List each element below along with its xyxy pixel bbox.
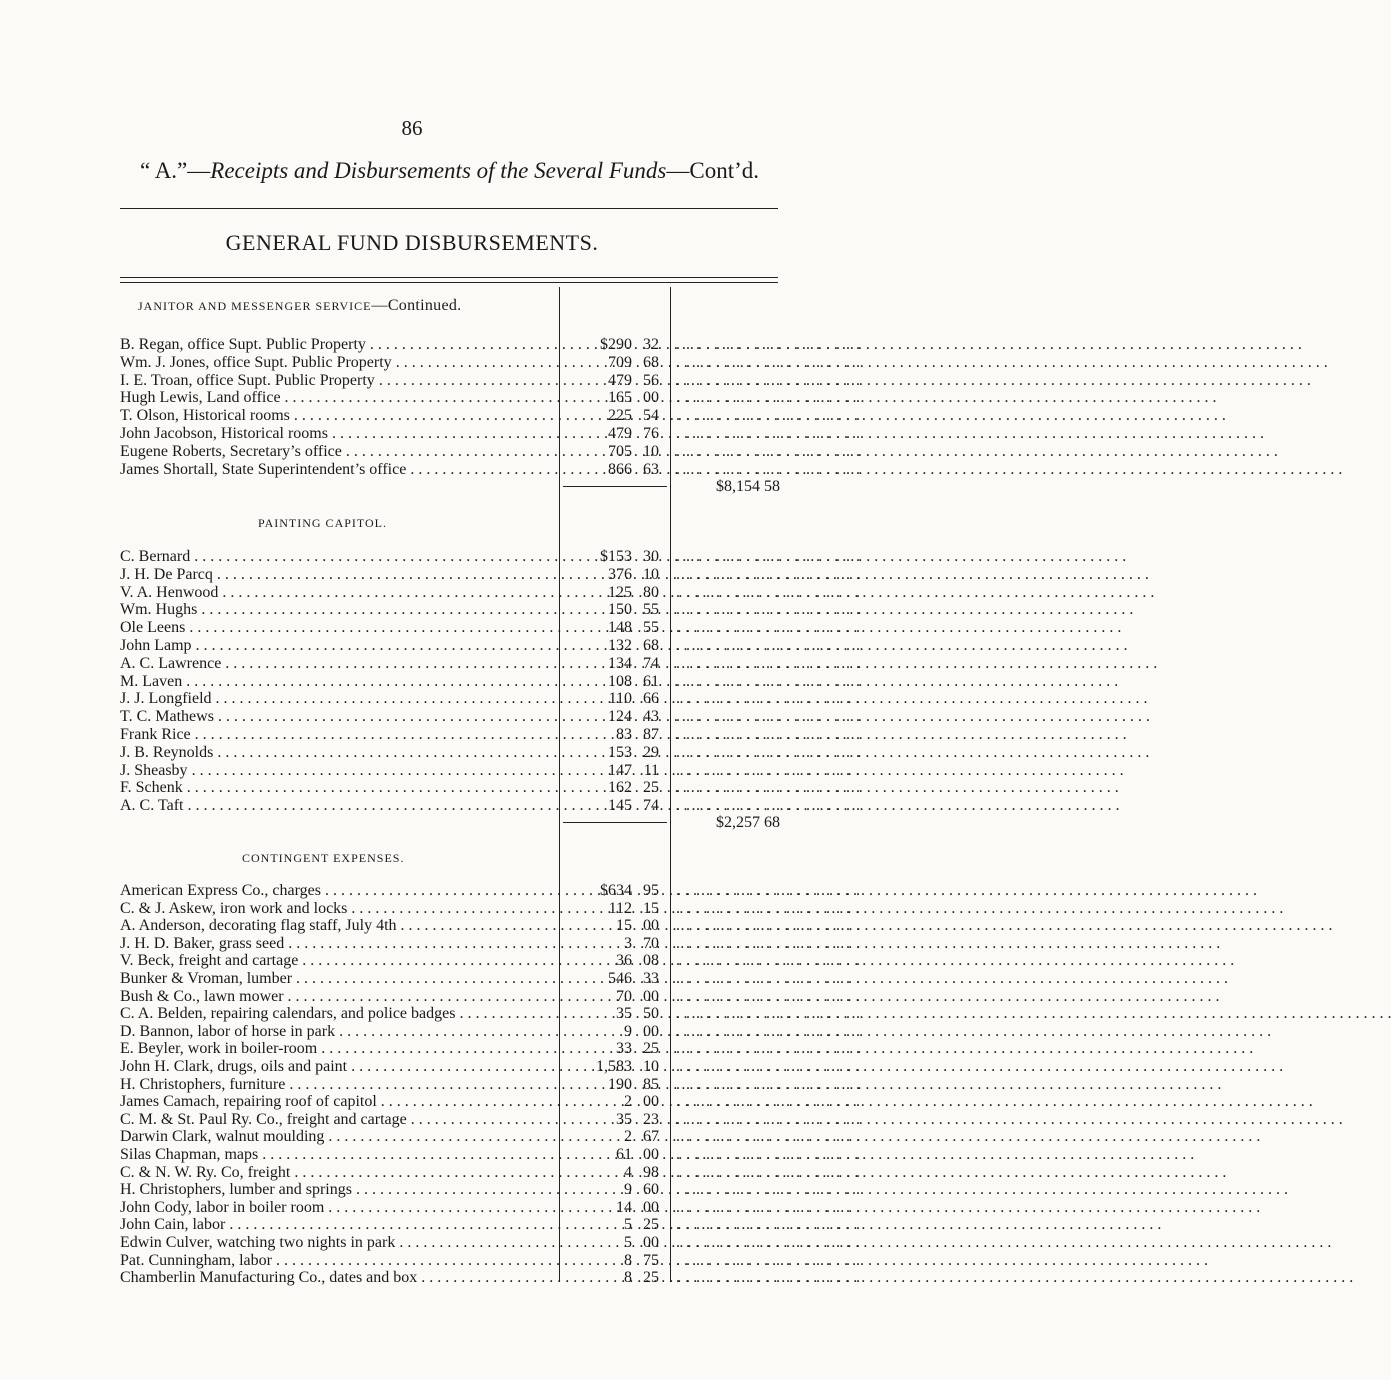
amount [575, 1234, 659, 1252]
leader-dots: . . . . . . . . . . . . . . . . . . . [676, 917, 861, 935]
painting-total-rule [563, 822, 667, 823]
payee-name: Chamberlin Manufacturing Co., dates and box . . . [120, 1269, 556, 1287]
table-row [120, 672, 861, 691]
leader-dots: . . . . . . . . . . . . . . . . . . . [676, 1110, 861, 1128]
payee-name: Pat. Cunningham, labor . . . [120, 1252, 556, 1270]
amount [575, 935, 659, 953]
amount-cents: 98 [643, 1163, 659, 1181]
amount [575, 601, 659, 619]
amount [575, 1199, 659, 1217]
amount [575, 952, 659, 970]
payee-name: B. Regan, office Supt. Public Property . . . [120, 336, 556, 354]
amount [575, 407, 659, 425]
janitor-heading-sc: JANITOR AND MESSENGER SERVICE [138, 299, 372, 313]
leader-dots: . . . . . . . . . . . . . . . . . . . [676, 371, 861, 389]
table-row [120, 548, 861, 566]
amount-cents: 76 [643, 425, 659, 442]
amount-dollars: 145 [608, 797, 632, 815]
amount-cents: 23 [643, 1110, 659, 1128]
amount-cents: 10 [643, 1058, 659, 1075]
amount-cents: 25 [643, 1040, 659, 1058]
table-row [120, 934, 861, 953]
amount-cents: 15 [643, 899, 659, 917]
payee-name: John Jacobson, Historical rooms . . . [120, 425, 556, 443]
payee-name: J. H. De Parcq . . . [120, 566, 556, 584]
table-row [120, 1146, 861, 1164]
amount [575, 1216, 659, 1234]
leader-dots: . . . . . . . . . . . . . . . . . . . [676, 952, 861, 970]
payee-name: Darwin Clark, walnut moulding . . . [120, 1128, 556, 1146]
leader-dots: . . . . . . . . . . . . . . . . . . . [676, 708, 861, 726]
amount [575, 336, 659, 354]
leader-dots: . . . . . . . . . . . . . . . . . . . [676, 1181, 861, 1199]
payee-name: John Lamp . . . [120, 637, 556, 655]
leader-dots: . . . . . . . . . . . . . . . . . . . [676, 425, 861, 442]
leader-dots: . . . . . . . . . . . . . . . . . . . [676, 1234, 861, 1251]
table-row [120, 952, 861, 970]
amount [575, 461, 659, 479]
leader-dots: . . . . . . . . . . . . . . . . . . . [676, 1040, 861, 1058]
amount-dollars: 709 [608, 353, 632, 371]
amount-dollars: 150 [608, 601, 632, 619]
leader-dots: . . . . . . . . . . . . . . . . . . . [676, 797, 861, 815]
leader-dots: . . . . . . . . . . . . . . . . . . . [676, 1022, 861, 1040]
leader-dots: . . . . . . . . . . . . . . . . . . . [676, 619, 861, 637]
amount-cents: 87 [643, 726, 659, 743]
amount-dollars: 5 [624, 1234, 632, 1251]
table-row [120, 1110, 861, 1129]
amount-cents: 08 [643, 952, 659, 970]
amount-dollars: 148 [608, 619, 632, 637]
leader-dots: . . . . . . . . . . . . . . . . . . . [676, 353, 861, 371]
leader-dots: . . . . . . . . . . . . . . . . . . . [676, 583, 861, 601]
payee-name: J. J. Longfield . . . [120, 690, 556, 708]
amount [575, 690, 659, 708]
amount-cents: 00 [643, 1198, 659, 1216]
table-row [120, 425, 861, 443]
amount-dollars: 33 [616, 1040, 632, 1058]
amount [575, 1252, 659, 1270]
amount-cents: 63 [643, 460, 659, 478]
table-row [120, 1234, 861, 1252]
payee-name: H. Christophers, lumber and springs . . . [120, 1181, 556, 1199]
payee-name: J. B. Reynolds . . . [120, 744, 556, 762]
amount [575, 1058, 659, 1076]
table-row [120, 442, 861, 461]
amount [575, 779, 659, 797]
amount-dollars: 4 [624, 1163, 632, 1181]
amount [575, 566, 659, 584]
payee-name: John Cody, labor in boiler room . . . [120, 1199, 556, 1217]
amount-dollars: 35 [616, 1005, 632, 1023]
leader-dots: . . . . . . . . . . . . . . . . . . . [676, 407, 861, 425]
amount [575, 882, 659, 900]
leader-dots: . . . . . . . . . . . . . . . . . . . [676, 548, 861, 565]
amount-dollars: 125 [608, 583, 632, 601]
leader-dots: . . . . . . . . . . . . . . . . . . . [676, 1251, 861, 1269]
amount [575, 900, 659, 918]
table-row [120, 389, 861, 407]
payee-name: James Camach, repairing roof of capitol . . . [120, 1093, 556, 1111]
payee-name: V. Beck, freight and cartage . . . [120, 952, 556, 970]
amount-dollars: 479 [608, 371, 632, 389]
payee-name: H. Christophers, furniture . . . [120, 1076, 556, 1094]
leader-dots: . . . . . . . . . . . . . . . . . . . [676, 601, 861, 619]
amount [575, 655, 659, 673]
section-title: GENERAL FUND DISBURSEMENTS. [225, 230, 599, 255]
amount-cents: 68 [643, 637, 659, 654]
amount-cents: 55 [643, 601, 659, 619]
leader-dots: . . . . . . . . . . . . . . . . . . . [676, 1128, 861, 1146]
table-row [120, 601, 861, 619]
amount [575, 970, 659, 988]
janitor-total-rule [563, 486, 667, 487]
amount-cents: 11 [643, 761, 659, 779]
leader-dots: . . . . . . . . . . . . . . . . . . . [676, 1005, 861, 1023]
leader-dots: . . . . . . . . . . . . . . . . . . . [676, 1093, 861, 1111]
table-row [120, 1040, 861, 1058]
payee-name: Eugene Roberts, Secretary’s office . . . [120, 443, 556, 461]
amount-dollars: 1,583 [596, 1058, 632, 1075]
double-rule [120, 277, 778, 283]
payee-name: T. C. Mathews . . . [120, 708, 556, 726]
payee-name: Bush & Co., lawn mower . . . [120, 988, 556, 1006]
painting-total: $2,257 68 [716, 814, 780, 831]
amount [575, 1181, 659, 1199]
table-row [120, 1163, 861, 1182]
running-title-close: —Cont’d. [666, 158, 759, 183]
amount-cents: 33 [643, 970, 659, 987]
payee-name: C. A. Belden, repairing calendars, and police badges . . . [120, 1005, 556, 1023]
amount-dollars: 134 [608, 654, 632, 672]
contingent-heading: CONTINGENT EXPENSES. [242, 851, 405, 865]
leader-dots: . . . . . . . . . . . . . . . . . . . [676, 761, 861, 779]
leader-dots: . . . . . . . . . . . . . . . . . . . [676, 1058, 861, 1075]
payee-name: Silas Chapman, maps . . . [120, 1146, 556, 1164]
table-row [120, 1198, 861, 1217]
table-row [120, 690, 861, 708]
amount-dollars: 546 [608, 970, 632, 987]
table-row [120, 460, 861, 479]
amount-cents: 80 [643, 583, 659, 601]
leader-dots: . . . . . . . . . . . . . . . . . . . [676, 934, 861, 952]
table-row [120, 371, 861, 390]
table-row [120, 1269, 861, 1287]
running-title-italic: Receipts and Disbursements of the Several Funds [210, 158, 667, 183]
amount-dollars: 36 [616, 952, 632, 970]
janitor-heading-rest: —Continued. [371, 297, 462, 314]
table-row [120, 899, 861, 918]
amount-dollars: 705 [608, 442, 632, 460]
amount-cents: 95 [643, 882, 659, 899]
amount-dollars: 147 [608, 761, 632, 779]
leader-dots: . . . . . . . . . . . . . . . . . . . [676, 460, 861, 478]
payee-name: Hugh Lewis, Land office . . . [120, 389, 556, 407]
amount-cents: 75 [643, 1251, 659, 1269]
leader-dots: . . . . . . . . . . . . . . . . . . . [676, 1146, 861, 1163]
amount [575, 584, 659, 602]
amount [575, 988, 659, 1006]
amount-dollars: 108 [608, 672, 632, 690]
table-row [120, 1005, 861, 1023]
amount-dollars: 9 [624, 1181, 632, 1199]
table-row [120, 1093, 861, 1111]
table-row [120, 1181, 861, 1199]
amount-dollars: 70 [616, 987, 632, 1005]
leader-dots: . . . . . . . . . . . . . . . . . . . [676, 779, 861, 797]
table-row [120, 1251, 861, 1270]
running-title [140, 158, 800, 184]
leader-dots: . . . . . . . . . . . . . . . . . . . [676, 690, 861, 708]
amount [575, 1076, 659, 1094]
payee-name: E. Beyler, work in boiler-room . . . [120, 1040, 556, 1058]
amount-dollars: $634 [600, 882, 632, 899]
amount-cents: 74 [643, 654, 659, 672]
leader-dots: . . . . . . . . . . . . . . . . . . . [676, 743, 861, 761]
payee-name: C. M. & St. Paul Ry. Co., freight and cartage . . . [120, 1111, 556, 1129]
table-row [120, 743, 861, 762]
payee-name: C. & N. W. Ry. Co, freight . . . [120, 1164, 556, 1182]
painting-heading: PAINTING CAPITOL. [258, 516, 388, 530]
amount-cents: 67 [643, 1128, 659, 1146]
leader-dots: . . . . . . . . . . . . . . . . . . . [676, 1269, 861, 1287]
payee-name: John H. Clark, drugs, oils and paint . . . [120, 1058, 556, 1076]
table-row [120, 797, 861, 815]
amount [575, 673, 659, 691]
amount-dollars: 110 [608, 690, 632, 708]
leader-dots: . . . . . . . . . . . . . . . . . . . [676, 442, 861, 460]
leader-dots: . . . . . . . . . . . . . . . . . . . [676, 389, 861, 407]
amount [575, 1164, 659, 1182]
amount-cents: 85 [643, 1075, 659, 1093]
table-row [120, 970, 861, 988]
leader-dots: . . . . . . . . . . . . . . . . . . . [676, 1163, 861, 1181]
amount-cents: 56 [643, 371, 659, 389]
amount-cents: 00 [643, 987, 659, 1005]
amount-dollars: 15 [616, 917, 632, 935]
leader-dots: . . . . . . . . . . . . . . . . . . . [676, 726, 861, 743]
table-row [120, 1128, 861, 1146]
leader-dots: . . . . . . . . . . . . . . . . . . . [676, 1216, 861, 1234]
amount [575, 443, 659, 461]
amount [575, 762, 659, 780]
amount [575, 1023, 659, 1041]
table-row [120, 619, 861, 637]
payee-name: C. Bernard . . . [120, 548, 556, 566]
amount-dollars: 112 [608, 899, 632, 917]
amount-cents: 50 [643, 1005, 659, 1023]
amount-dollars: 479 [608, 425, 632, 442]
amount-dollars: 866 [608, 460, 632, 478]
amount-dollars: 2 [624, 1128, 632, 1146]
amount [575, 744, 659, 762]
leader-dots: . . . . . . . . . . . . . . . . . . . [676, 882, 861, 899]
amount-dollars: 124 [608, 708, 632, 726]
leader-dots: . . . . . . . . . . . . . . . . . . . [676, 654, 861, 672]
amount-dollars: 9 [624, 1022, 632, 1040]
amount-dollars: 61 [616, 1146, 632, 1163]
amount-dollars: 162 [608, 779, 632, 797]
amount-cents: 00 [643, 1146, 659, 1163]
leader-dots: . . . . . . . . . . . . . . . . . . . [676, 672, 861, 690]
payee-name: A. Anderson, decorating flag staff, July 4th . . . [120, 917, 556, 935]
amount-cents: 00 [643, 917, 659, 935]
payee-name: Bunker & Vroman, lumber . . . [120, 970, 556, 988]
amount-dollars: 2 [624, 1093, 632, 1111]
amount-dollars: 8 [624, 1251, 632, 1269]
amount-dollars: 165 [608, 389, 632, 407]
amount-cents: 25 [643, 779, 659, 797]
table-row [120, 917, 861, 935]
amount-dollars: 3 [624, 934, 632, 952]
payee-name: Edwin Culver, watching two nights in park . . . [120, 1234, 556, 1252]
amount-dollars: 225 [608, 407, 632, 425]
payee-name: John Cain, labor . . . [120, 1216, 556, 1234]
table-row [120, 353, 861, 372]
amount [575, 637, 659, 655]
table-row [120, 583, 861, 602]
table-row [120, 1216, 861, 1234]
payee-name: Frank Rice . . . [120, 726, 556, 744]
janitor-total: $8,154 58 [716, 478, 780, 495]
table-row [120, 779, 861, 797]
amount [575, 1269, 659, 1287]
amount-dollars: 5 [624, 1216, 632, 1234]
table-row [120, 708, 861, 726]
amount-dollars: 83 [616, 726, 632, 743]
payee-name: Ole Leens . . . [120, 619, 556, 637]
payee-name: James Shortall, State Superintendent’s office . . . [120, 461, 556, 479]
amount-cents: 43 [643, 708, 659, 726]
amount-cents: 61 [643, 672, 659, 690]
amount [575, 1040, 659, 1058]
amount-dollars: 14 [616, 1198, 632, 1216]
amount-cents: 10 [643, 565, 659, 583]
amount-cents: 66 [643, 690, 659, 708]
table-row [120, 336, 861, 354]
amount-dollars: 190 [608, 1075, 632, 1093]
table-row [120, 987, 861, 1006]
amount-cents: 70 [643, 934, 659, 952]
amount-cents: 60 [643, 1181, 659, 1199]
amount-cents: 00 [643, 1022, 659, 1040]
amount-cents: 74 [643, 797, 659, 815]
leader-dots: . . . . . . . . . . . . . . . . . . . [676, 987, 861, 1005]
amount [575, 389, 659, 407]
amount-cents: 54 [643, 407, 659, 425]
amount-cents: 10 [643, 442, 659, 460]
amount [575, 548, 659, 566]
payee-name: M. Laven . . . [120, 673, 556, 691]
amount-dollars: 153 [608, 743, 632, 761]
payee-name: F. Schenk . . . [120, 779, 556, 797]
running-title-open: “ A.”— [140, 158, 211, 183]
amount-dollars: $290 [600, 336, 632, 353]
amount [575, 354, 659, 372]
amount-cents: 25 [643, 1216, 659, 1234]
amount-dollars: 8 [624, 1269, 632, 1287]
leader-dots: . . . . . . . . . . . . . . . . . . . [676, 1198, 861, 1216]
amount-cents: 68 [643, 353, 659, 371]
leader-dots: . . . . . . . . . . . . . . . . . . . [676, 970, 861, 987]
leader-dots: . . . . . . . . . . . . . . . . . . . [676, 637, 861, 654]
payee-name: V. A. Henwood . . . [120, 584, 556, 602]
amount-cents: 30 [643, 548, 659, 565]
payee-name: A. C. Lawrence . . . [120, 655, 556, 673]
leader-dots: . . . . . . . . . . . . . . . . . . . [676, 1075, 861, 1093]
payee-name: J. H. D. Baker, grass seed . . . [120, 935, 556, 953]
leader-dots: . . . . . . . . . . . . . . . . . . . [676, 336, 861, 353]
amount-cents: 00 [643, 1093, 659, 1111]
amount [575, 619, 659, 637]
amount-dollars: 132 [608, 637, 632, 654]
amount [575, 1146, 659, 1164]
table-row [120, 565, 861, 584]
page-number: 86 [401, 116, 423, 140]
amount [575, 372, 659, 390]
amount-cents: 00 [643, 1234, 659, 1251]
leader-dots: . . . . . . . . . . . . . . . . . . . [676, 899, 861, 917]
payee-name: American Express Co., charges . . . [120, 882, 556, 900]
amount [575, 1111, 659, 1129]
payee-name: J. Sheasby . . . [120, 762, 556, 780]
amount [575, 797, 659, 815]
table-row [120, 654, 861, 673]
table-row [120, 882, 861, 900]
amount-cents: 25 [643, 1269, 659, 1287]
table-row [120, 407, 861, 425]
payee-name: Wm. Hughs . . . [120, 601, 556, 619]
amount [575, 917, 659, 935]
amount [575, 1093, 659, 1111]
amount-cents: 32 [643, 336, 659, 353]
payee-name: A. C. Taft . . . [120, 797, 556, 815]
leader-dots: . . . . . . . . . . . . . . . . . . . [676, 565, 861, 583]
amount [575, 1128, 659, 1146]
amount-dollars: 35 [616, 1110, 632, 1128]
amount-dollars: 376 [608, 565, 632, 583]
table-row [120, 761, 861, 780]
amount-cents: 00 [643, 389, 659, 407]
table-row [120, 1075, 861, 1094]
amount [575, 1005, 659, 1023]
janitor-heading [138, 297, 461, 315]
payee-name: D. Bannon, labor of horse in park . . . [120, 1023, 556, 1041]
amount-cents: 29 [643, 743, 659, 761]
payee-name: Wm. J. Jones, office Supt. Public Property . . . [120, 354, 556, 372]
amount [575, 726, 659, 744]
table-row [120, 1022, 861, 1041]
payee-name: I. E. Troan, office Supt. Public Property . . . [120, 372, 556, 390]
amount-dollars: $153 [600, 548, 632, 565]
table-row [120, 637, 861, 655]
table-row [120, 1058, 861, 1076]
payee-name: C. & J. Askew, iron work and locks . . . [120, 900, 556, 918]
top-rule [120, 208, 778, 209]
amount [575, 425, 659, 443]
amount [575, 708, 659, 726]
payee-name: T. Olson, Historical rooms . . . [120, 407, 556, 425]
table-row [120, 726, 861, 744]
amount-cents: 55 [643, 619, 659, 637]
